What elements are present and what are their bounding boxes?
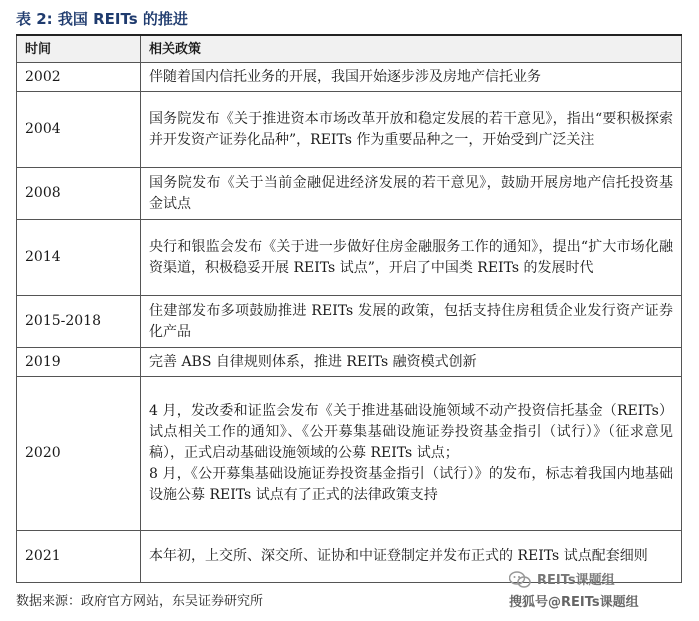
table-row — [17, 296, 682, 348]
table-row — [17, 63, 682, 92]
header-policy: 相关政策 — [141, 36, 682, 63]
year-cell: 2020 — [17, 377, 141, 531]
policy-cell: 国务院发布《关于当前金融促进经济发展的若干意见》，鼓励开展房地产信托投资基金试点 — [141, 168, 682, 220]
watermark-account: REITs课题组 — [537, 573, 615, 588]
table-row — [17, 92, 682, 168]
year-cell: 2004 — [17, 92, 141, 168]
policy-cell: 央行和银监会发布《关于进一步做好住房金融服务工作的通知》，提出“扩大市场化融资渠道，积极稳妥开展 REITs 试点”，开启了中国类 REITs 的发展时代 — [141, 220, 682, 296]
policy-cell: 完善 ABS 自律规则体系，推进 REITs 融资模式创新 — [141, 348, 682, 377]
year-cell: 2002 — [17, 63, 141, 92]
year-cell: 2014 — [17, 220, 141, 296]
policy-cell: 国务院发布《关于推进资本市场改革开放和稳定发展的若干意见》，指出“要积极探索并开发资产证券化品种”，REITs 作为重要品种之一，开始受到广泛关注 — [141, 92, 682, 168]
year-cell: 2015-2018 — [17, 296, 141, 348]
table-row — [17, 377, 682, 531]
year-cell: 2019 — [17, 348, 141, 377]
table-header-row — [17, 36, 682, 63]
watermark-sohu: 搜狐号@REITs课题组 — [509, 595, 639, 610]
watermark — [509, 569, 689, 613]
year-cell: 2021 — [17, 531, 141, 583]
policy-table — [16, 36, 682, 583]
table-row — [17, 220, 682, 296]
policy-cell: 伴随着国内信托业务的开展，我国开始逐步涉及房地产信托业务 — [141, 63, 682, 92]
wechat-icon — [509, 571, 531, 589]
table-row — [17, 348, 682, 377]
table-title: 表 2: 我国 REITs 的推进 — [16, 10, 188, 28]
table-row — [17, 168, 682, 220]
policy-cell: 本年初，上交所、深交所、证协和中证登制定并发布正式的 REITs 试点配套细则 — [141, 531, 682, 583]
policy-cell: 住建部发布多项鼓励推进 REITs 发展的政策，包括支持住房租赁企业发行资产证券化产品 — [141, 296, 682, 348]
policy-cell: 4 月，发改委和证监会发布《关于推进基础设施领域不动产投资信托基金（REITs）试点相关工作的通知》、《公开募集基础设施证券投资基金指引（试行）》（征求意见稿），正式启动基础设施领域的公募 REITs 试点； 8 月，《公开募集基础设施证券投资基金指引（试行）》的发布，标志着我国内地基础设施公募 REITs 试点有了正式的法律政策支持 — [141, 377, 682, 531]
header-time: 时间 — [17, 36, 141, 63]
year-cell: 2008 — [17, 168, 141, 220]
data-source-note: 数据来源：政府官方网站，东吴证券研究所 — [16, 594, 264, 609]
